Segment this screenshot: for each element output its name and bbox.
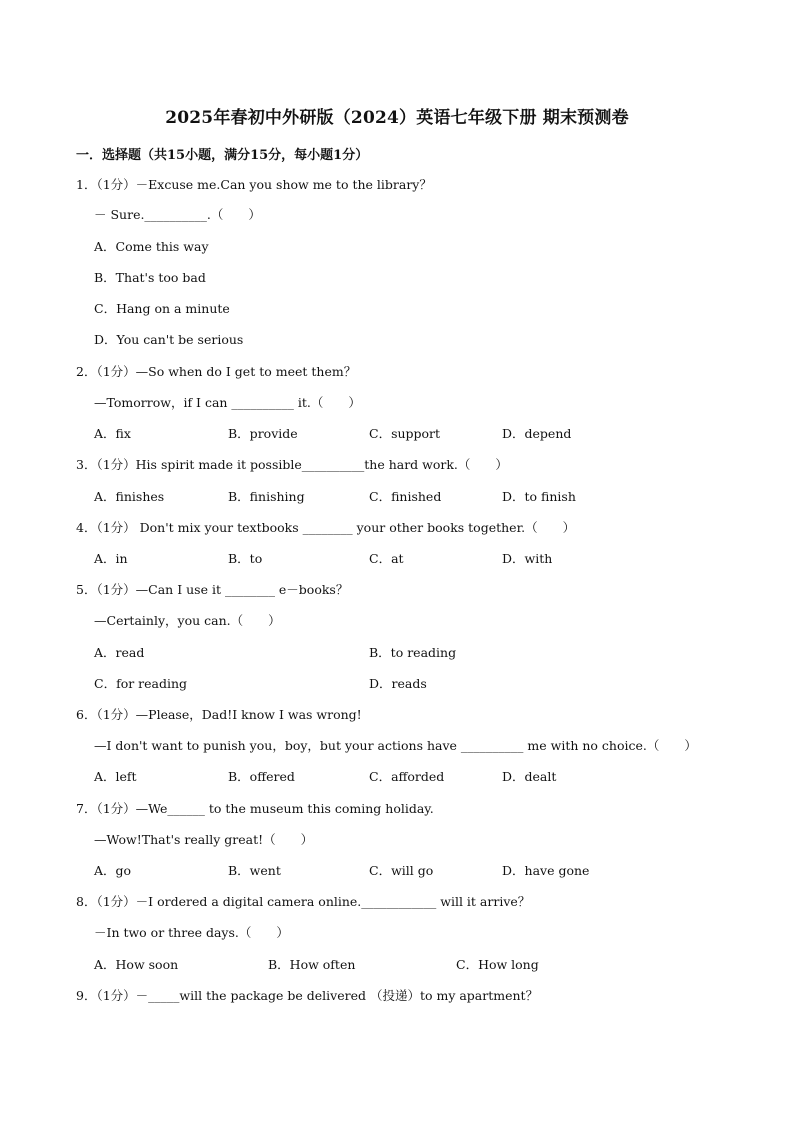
question-1-option-c[interactable]: C．Hang on a minute <box>94 301 230 316</box>
question-7-option-d[interactable]: D．have gone <box>502 863 590 878</box>
question-8-option-c[interactable]: C．How long <box>456 957 539 972</box>
question-5-reply: —Certainly，you can.（ ） <box>94 613 281 628</box>
question-3-stem: 3．（1分）His spirit made it possible__________the hard work.（ ） <box>76 457 508 472</box>
question-1-option-d[interactable]: D．You can't be serious <box>94 332 244 347</box>
question-5-option-a[interactable]: A．read <box>94 645 145 660</box>
page-title: 2025年春初中外研版（2024）英语七年级下册 期末预测卷 <box>165 108 629 128</box>
question-4-option-c[interactable]: C．at <box>369 551 404 566</box>
question-2-option-d[interactable]: D．depend <box>502 426 572 441</box>
question-6-stem: 6．（1分）—Please，Dad!I know I was wrong! <box>76 707 362 722</box>
question-1-option-a[interactable]: A．Come this way <box>94 239 209 254</box>
question-1-reply: － Sure.__________.（ ） <box>94 207 261 222</box>
question-5-stem: 5．（1分）—Can I use it ________ e－books？ <box>76 582 349 597</box>
question-5-option-b[interactable]: B．to reading <box>369 645 457 660</box>
question-3-option-d[interactable]: D．to finish <box>502 489 576 504</box>
question-8-option-b[interactable]: B．How often <box>268 957 356 972</box>
question-7-option-b[interactable]: B．went <box>228 863 281 878</box>
question-7-option-a[interactable]: A．go <box>94 863 132 878</box>
question-2-option-a[interactable]: A．fix <box>94 426 131 441</box>
question-7-reply: —Wow!That's really great!（ ） <box>94 832 314 847</box>
question-4-option-d[interactable]: D．with <box>502 551 553 566</box>
question-2-reply: —Tomorrow，if I can __________ it.（ ） <box>94 395 361 410</box>
question-2-stem: 2．（1分）—So when do I get to meet them？ <box>76 364 357 379</box>
question-3-option-a[interactable]: A．finishes <box>94 489 165 504</box>
section-heading: 一．选择题（共15小题，满分15分，每小题1分） <box>76 148 369 163</box>
question-6-option-c[interactable]: C．afforded <box>369 769 445 784</box>
question-6-reply: —I don't want to punish you，boy，but your actions have __________ me with no choice.（ ） <box>94 738 697 753</box>
question-8-reply: －In two or three days.（ ） <box>94 925 289 940</box>
question-2-option-c[interactable]: C．support <box>369 426 441 441</box>
question-3-option-c[interactable]: C．finished <box>369 489 442 504</box>
question-7-option-c[interactable]: C．will go <box>369 863 434 878</box>
question-8-stem: 8．（1分）－I ordered a digital camera online.____________ will it arrive？ <box>76 894 531 909</box>
question-4-stem: 4．（1分） Don't mix your textbooks ________ your other books together.（ ） <box>76 520 576 535</box>
question-1-option-b[interactable]: B．That's too bad <box>94 270 206 285</box>
question-3-option-b[interactable]: B．finishing <box>228 489 305 504</box>
question-4-option-b[interactable]: B．to <box>228 551 263 566</box>
question-4-option-a[interactable]: A．in <box>94 551 128 566</box>
question-6-option-d[interactable]: D．dealt <box>502 769 557 784</box>
question-2-option-b[interactable]: B．provide <box>228 426 298 441</box>
question-1-stem: 1．（1分）－Excuse me.Can you show me to the library？ <box>76 177 432 192</box>
question-5-option-d[interactable]: D．reads <box>369 676 427 691</box>
question-8-option-a[interactable]: A．How soon <box>94 957 179 972</box>
question-6-option-a[interactable]: A．left <box>94 769 137 784</box>
question-6-option-b[interactable]: B．offered <box>228 769 295 784</box>
question-7-stem: 7．（1分）—We______ to the museum this coming holiday. <box>76 801 434 816</box>
question-5-option-c[interactable]: C．for reading <box>94 676 188 691</box>
question-9-stem: 9．（1分）－_____will the package be delivered （投递）to my apartment？ <box>76 988 539 1003</box>
